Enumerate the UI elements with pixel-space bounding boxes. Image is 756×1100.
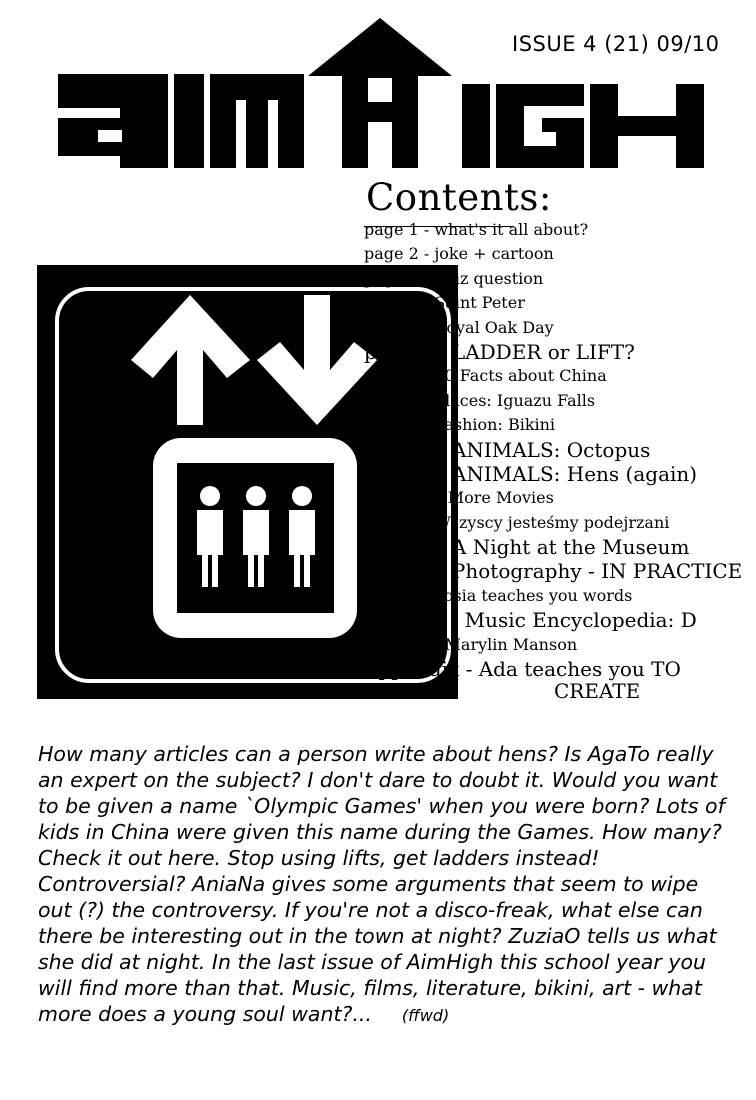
contents-list: [364, 218, 742, 681]
contents-item: [364, 267, 742, 291]
contents-item: [364, 633, 742, 657]
contents-item-label: page 8 - Photography - IN PRACTICE: [364, 559, 743, 584]
contents-item: [364, 608, 742, 632]
contents-item: [364, 389, 742, 413]
contents-item-label: page 2 - quiz question: [364, 268, 544, 288]
contents-item: [364, 364, 742, 388]
contents-item-label: page 3 - Royal Oak Day: [364, 317, 554, 337]
contents-item: [364, 242, 742, 266]
contents-item: [364, 559, 742, 583]
contents-item-label: page 3 - Saint Peter: [364, 293, 525, 313]
contents-item-label: page 6 - ANIMALS: Hens (again): [364, 461, 698, 486]
contents-item: [364, 413, 742, 437]
intro-text: How many articles can a person write about hens? Is AgaTo really an expert on the subject? I don't dare to doubt it. Would you want to be given a name `Olympic Games' when you were born? Lots of kids in China were given this name during the Games. How many? Check it out here. Stop using lifts, get ladders instead! Controversial? AniaNa gives some arguments that seem to wipe out (?) the controversy. If you're not a disco-freak, what else can there be interesting out in the town at night? ZuziaO tells us what she did at night. In the last issue of AimHigh this school year you will find more than that. Music, films, literature, bikini, art - what more does a young soul want?...: [38, 742, 725, 1026]
contents-item-label: page 7+ - More Movies: [364, 488, 554, 508]
contents-item-label: page 7 - Wszyscy jesteśmy podejrzani: [364, 512, 670, 532]
contents-item-label: page 6 - ANIMALS: Octopus: [364, 437, 651, 462]
contents-item-label: Appendix - Ada teaches you TO: [364, 657, 681, 682]
contents-tail: CREATE: [554, 679, 641, 703]
issue-label: ISSUE 4 (21) 09/10: [512, 32, 720, 56]
contents-item: [364, 584, 742, 608]
contents-item: [364, 340, 742, 364]
contents-heading: Contents:: [366, 176, 552, 219]
contents-item: [364, 438, 742, 462]
contents-item: [364, 657, 742, 681]
contents-item-label: page 2 - joke + cartoon: [364, 244, 554, 264]
contents-item-label: page 8 - A Night at the Museum: [364, 535, 690, 560]
contents-item: [364, 511, 742, 535]
contents-item-label: page 4 - 10 Facts about China: [364, 366, 607, 386]
contents-item-label: page 5 - Places: Iguazu Falls: [364, 390, 596, 410]
intro-signature: (ffwd): [401, 1006, 450, 1025]
contents-item-label: page 5 - Fashion: Bikini: [364, 415, 556, 435]
contents-item-label: page 10 - Marylin Manson: [364, 634, 578, 654]
contents-item: [364, 316, 742, 340]
contents-item: [364, 291, 742, 315]
contents-item: [364, 218, 742, 242]
contents-item: [364, 535, 742, 559]
contents-item-label: page 10 - Music Encyclopedia: D: [364, 608, 697, 633]
contents-item-label: page 9 - Tosia teaches you words: [364, 585, 633, 605]
contents-item-label: page 4 - LADDER or LIFT?: [364, 339, 635, 364]
contents-item-label: page 1 - what's it all about?: [364, 220, 589, 239]
contents-item: [364, 462, 742, 486]
intro-paragraph: [38, 741, 728, 1029]
contents-item: [364, 486, 742, 510]
down-arrow-icon: [257, 295, 377, 425]
up-arrow-icon: [131, 295, 250, 425]
